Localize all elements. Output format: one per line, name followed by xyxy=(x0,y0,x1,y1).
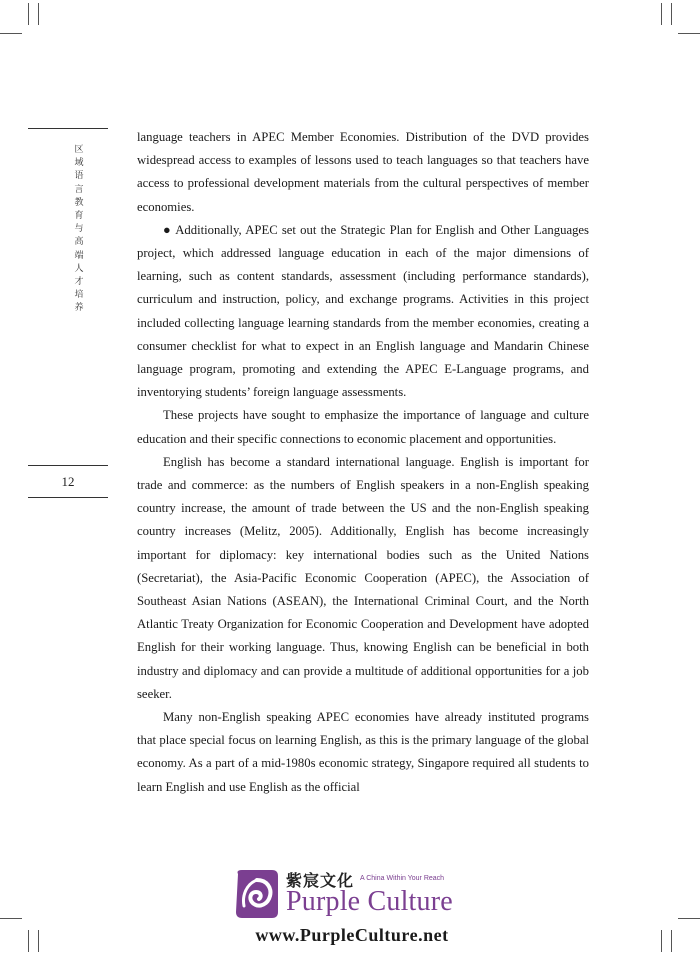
paragraph: language teachers in APEC Member Economies. Distribution of the DVD provides widespread access to examples of lessons used to teach languages so that teachers have access to professional development materials from the cultural perspectives of member economies. xyxy=(137,130,589,214)
crop-mark xyxy=(0,918,22,919)
crop-mark xyxy=(38,930,39,952)
crop-mark xyxy=(0,33,22,34)
crop-mark xyxy=(661,3,662,25)
crop-mark xyxy=(28,3,29,25)
crop-mark xyxy=(671,3,672,25)
crop-mark xyxy=(28,930,29,952)
logo-chinese-name: 紫宸文化 xyxy=(286,871,355,890)
crop-mark xyxy=(678,33,700,34)
margin-rule-middle xyxy=(28,465,108,466)
purple-culture-logo xyxy=(232,866,472,922)
margin-rule-top xyxy=(28,128,108,129)
crop-mark xyxy=(661,930,662,952)
margin-rule-bottom xyxy=(28,497,108,498)
running-title: 区域语言教育与高端人才培养 xyxy=(74,145,84,314)
logo-url: www.PurpleCulture.net xyxy=(255,925,449,945)
crop-mark xyxy=(38,3,39,25)
paragraph: These projects have sought to emphasize the importance of language and culture education and their specific connections to economic placement and opportunities. xyxy=(137,408,589,446)
body-text xyxy=(137,126,589,799)
crop-mark xyxy=(678,918,700,919)
paragraph: Many non-English speaking APEC economies have already instituted programs that place special focus on learning English, as this is the primary language of the global economy. As a part of a mid-1980s economic strategy, Singapore required all students to learn English and use English as the official xyxy=(137,710,589,794)
paragraph: ● Additionally, APEC set out the Strategic Plan for English and Other Languages project, which addressed language education in each of the major dimensions of learning, such as content standards, assessment (including performance standards), curriculum and instruction, policy, and exchange programs. Activities in this project included collecting language learning standards from the member economies, creating a consumer checklist for what to expect in an English language and Mandarin Chinese language program, promoting and extending the APEC E-Language programs, and inventorying students’ foreign language assessments. xyxy=(137,222,589,400)
logo-tagline: A China Within Your Reach xyxy=(360,875,445,882)
crop-mark xyxy=(671,930,672,952)
page-number: 12 xyxy=(61,474,75,489)
swirl-logo-icon xyxy=(232,866,282,920)
logo-brand-name: Purple Culture xyxy=(286,886,453,917)
paragraph: English has become a standard international language. English is important for trade and commerce: as the numbers of English speakers in a non-English speaking country increase, the amount of trade between the US and the non-English speaking country increases (Melitz, 2005). Additionally, English has become increasingly important for diplomacy: key international bodies such as the United Nations (Secretariat), the Asia-Pacific Economic Cooperation (APEC), the Association of Southeast Asian Nations (ASEAN), the International Criminal Court, and the North Atlantic Treaty Organization for Economic Cooperation and Development have adopted English for their working language. Thus, knowing English can be beneficial in both industry and diplomacy and can provide a multitude of additional opportunities for a job seeker. xyxy=(137,454,589,701)
